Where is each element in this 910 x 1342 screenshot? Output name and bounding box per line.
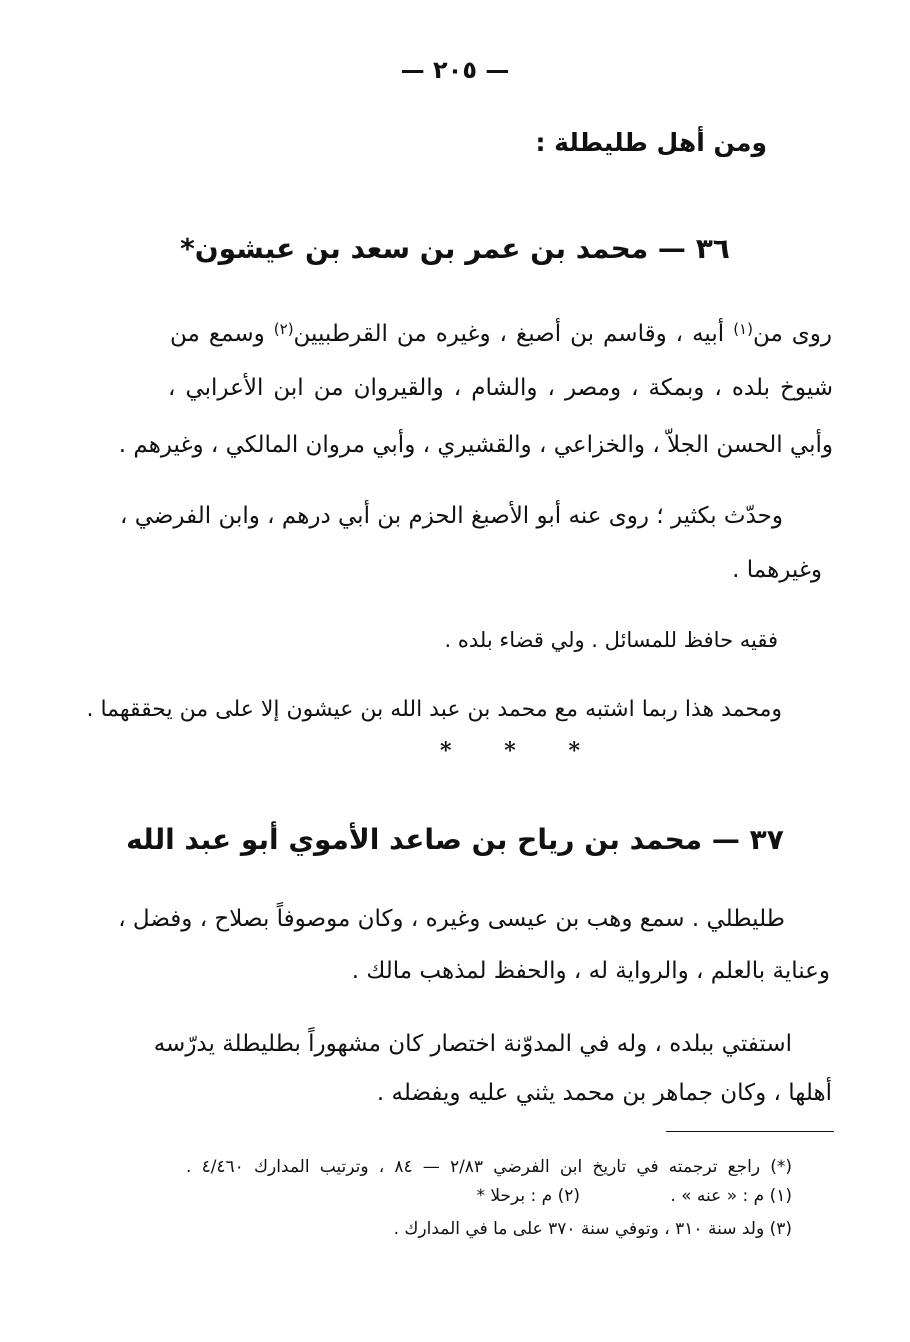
entry-37-p2-line1: استفتي ببلده ، وله في المدوّنة اختصار كان مشهوراً بطليطلة يدرّسه [153, 1031, 792, 1057]
footnote-rule [666, 1131, 834, 1132]
entry-36-p1-line2: شيوخ بلده ، وبمكة ، ومصر ، والشام ، والقيروان من ابن الأعرابي ، [168, 375, 833, 401]
text-fragment: وسمع من [170, 321, 265, 347]
separator-asterisks [440, 738, 580, 764]
footnote-star: (*) راجع ترجمته في تاريخ ابن الفرضي ٢/٨٣ — ٨٤ ، وترتيب المدارك ٤/٤٦٠ . [186, 1157, 793, 1177]
entry-36-title: ٣٦ — محمد بن عمر بن سعد بن عيشون* [180, 232, 730, 265]
text-fragment: أبيه ، وقاسم بن أصبغ ، وغيره من القرطبيين [293, 321, 725, 347]
footnote-3: (٣) ولد سنة ٣١٠ ، وتوفي سنة ٣٧٠ على ما في المدارك . [393, 1219, 792, 1239]
entry-37-p1-line1: طليطلي . سمع وهب بن عيسى وغيره ، وكان موصوفاً بصلاح ، وفضل ، [118, 906, 785, 932]
asterisk: * [504, 738, 516, 764]
entry-36-p4: ومحمد هذا ربما اشتبه مع محمد بن عبد الله بن عيشون إلا على من يحققهما . [86, 697, 782, 722]
entry-36-p1-line1 [170, 320, 832, 347]
section-heading: ومن أهل طليطلة : [535, 128, 767, 157]
text-fragment: روى من [752, 321, 833, 347]
footnote-ref-1: (١) [733, 320, 753, 338]
entry-37-title: ٣٧ — محمد بن رياح بن صاعد الأموي أبو عبد الله [126, 823, 784, 856]
entry-37-p1-line2: وعناية بالعلم ، والرواية له ، والحفظ لمذهب مالك . [351, 958, 830, 984]
asterisk: * [568, 738, 580, 764]
footnote-ref-2: (٢) [273, 320, 294, 338]
entry-36-p3: فقيه حافظ للمسائل . ولي قضاء بلده . [444, 628, 778, 652]
entry-37-p2-line2: أهلها ، وكان جماهر بن محمد يثني عليه ويفضله . [376, 1080, 832, 1106]
footnote-1: (١) م : « عنه » . [670, 1186, 792, 1206]
asterisk: * [440, 738, 452, 764]
entry-36-p2-line1: وحدّث بكثير ؛ روى عنه أبو الأصبغ الحزم بن أبي درهم ، وابن الفرضي ، [119, 503, 783, 529]
page-number: — ٢٠٥ — [400, 56, 510, 84]
entry-36-p1-line3: وأبي الحسن الجلاّ ، والخزاعي ، والقشيري ، وأبي مروان المالكي ، وغيرهم . [118, 432, 833, 458]
footnote-2: (٢) م : برحلا * [476, 1186, 580, 1206]
entry-36-p2-line2: وغيرهما . [732, 557, 822, 583]
